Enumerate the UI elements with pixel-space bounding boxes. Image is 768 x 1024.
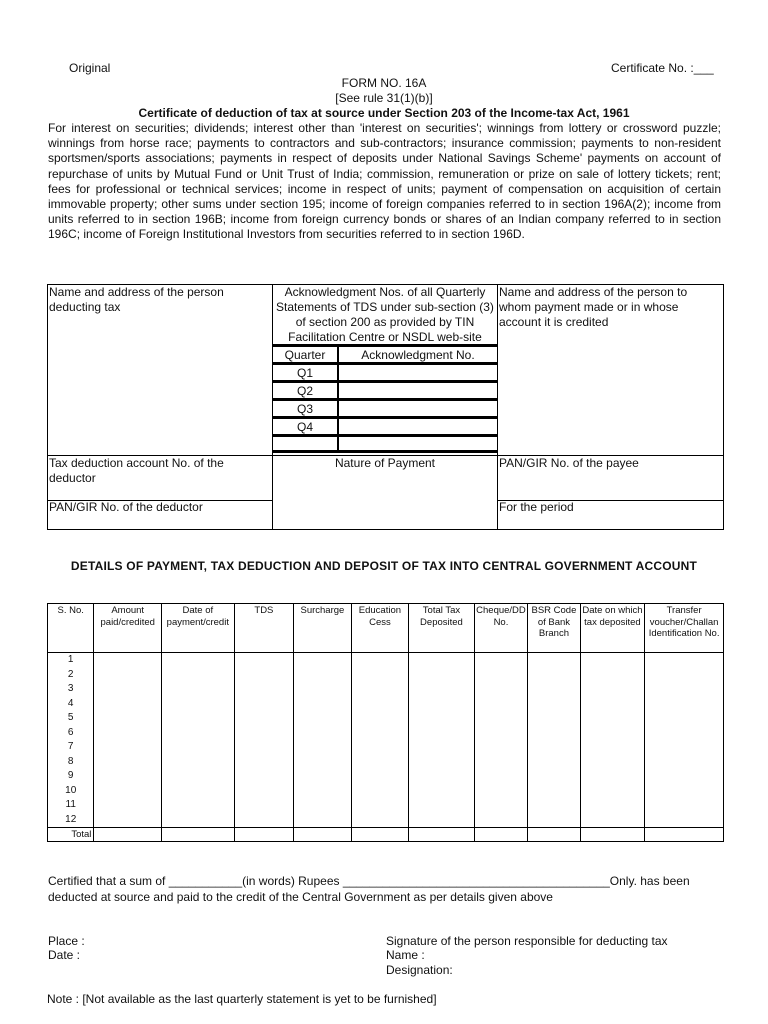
total-cell <box>580 828 645 842</box>
table-cell <box>162 798 235 813</box>
table-cell <box>294 769 352 784</box>
table-row <box>48 755 724 770</box>
table-cell <box>528 784 580 799</box>
table-cell <box>94 726 162 741</box>
table-cell <box>580 798 645 813</box>
table-cell <box>645 668 724 683</box>
col-challan-id: Transfer voucher/Challan Identification No. <box>645 604 724 653</box>
table-cell <box>94 769 162 784</box>
table-cell <box>162 769 235 784</box>
table-cell <box>474 755 527 770</box>
quarter-q2: Q2 <box>296 384 313 398</box>
table-cell <box>528 755 580 770</box>
table-cell <box>351 813 409 828</box>
ack-no-header: Acknowledgment No. <box>361 348 475 362</box>
table-cell <box>409 726 475 741</box>
row-number: 4 <box>48 697 94 712</box>
row-number: 2 <box>48 668 94 683</box>
tan-label: Tax deduction account No. of the deductor <box>49 456 224 485</box>
table-cell <box>234 726 294 741</box>
nature-of-payment-label: Nature of Payment <box>334 456 436 470</box>
table-cell <box>409 755 475 770</box>
row-number: 8 <box>48 755 94 770</box>
table-cell <box>94 653 162 668</box>
table-row <box>48 813 724 828</box>
table-cell <box>528 711 580 726</box>
table-cell <box>351 755 409 770</box>
details-title: DETAILS OF PAYMENT, TAX DEDUCTION AND DEPOSIT OF TAX INTO CENTRAL GOVERNMENT ACCOUNT <box>70 559 698 573</box>
row-number: 9 <box>48 769 94 784</box>
table-cell <box>474 682 527 697</box>
table-cell <box>580 711 645 726</box>
table-cell <box>645 784 724 799</box>
table-row <box>48 682 724 697</box>
table-cell <box>234 769 294 784</box>
table-cell <box>409 653 475 668</box>
total-cell <box>409 828 475 842</box>
table-cell <box>162 682 235 697</box>
table-cell <box>351 697 409 712</box>
name-label: Name : <box>386 948 425 962</box>
table-cell <box>409 798 475 813</box>
table-cell <box>409 740 475 755</box>
table-cell <box>234 711 294 726</box>
table-cell <box>645 755 724 770</box>
table-cell <box>580 682 645 697</box>
table-cell <box>580 740 645 755</box>
table-cell <box>645 682 724 697</box>
col-total-tax: Total Tax Deposited <box>409 604 475 653</box>
table-cell <box>645 769 724 784</box>
row-number: 3 <box>48 682 94 697</box>
table-cell <box>94 740 162 755</box>
table-cell <box>580 653 645 668</box>
table-cell <box>294 668 352 683</box>
quarter-q4: Q4 <box>296 420 313 434</box>
form-title: Certificate of deduction of tax at source under Section 203 of the Income-tax Act, 1961 <box>138 106 630 120</box>
table-cell <box>234 668 294 683</box>
table-row <box>48 784 724 799</box>
table-cell <box>409 769 475 784</box>
table-cell <box>162 726 235 741</box>
table-cell <box>580 697 645 712</box>
row-number: 1 <box>48 653 94 668</box>
intro-paragraph: For interest on securities; dividends; interest other than 'interest on securities'; winnings from lottery or crossword puzzle; winnings from horse race; payments to contractors and sub-contractors; insurance commission; payments to non-resident sportsmen/sports associations; payments in respect of deposits under National Savings Scheme' payments on account of repurchase of units by Mutual Fund or Unit Trust of India; commission, remuneration or prize on sale of lottery tickets; rent; fees for professional or technical services; income in respect of units; payment of compensation on acquisition of certain immovable property; other sums under section 195; income of foreign companies referred to in section 196A(2); income from units referred to in section 196B; income from foreign currency bonds or shares of an Indian company referred to in section 196C; income of Foreign Institutional Investors from securities referred to in section 196D. <box>48 121 721 242</box>
table-cell <box>351 769 409 784</box>
quarter-header: Quarter <box>284 348 326 362</box>
grid-divider-2 <box>497 284 498 530</box>
table-cell <box>474 726 527 741</box>
col-education-cess: Education Cess <box>351 604 409 653</box>
table-cell <box>294 740 352 755</box>
signature-label: Signature of the person responsible for deducting tax <box>386 934 668 948</box>
total-label: Total <box>48 828 94 842</box>
quarter-q3: Q3 <box>296 402 313 416</box>
total-cell <box>474 828 527 842</box>
table-cell <box>645 653 724 668</box>
table-row <box>48 740 724 755</box>
table-cell <box>409 668 475 683</box>
quarter-col-divider <box>337 344 339 452</box>
table-cell <box>94 798 162 813</box>
table-cell <box>474 813 527 828</box>
table-cell <box>528 726 580 741</box>
table-cell <box>474 784 527 799</box>
table-cell <box>580 813 645 828</box>
table-cell <box>294 653 352 668</box>
table-cell <box>294 697 352 712</box>
table-cell <box>234 682 294 697</box>
table-cell <box>528 813 580 828</box>
table-cell <box>351 668 409 683</box>
table-cell <box>294 726 352 741</box>
acknowledgment-label: Acknowledgment Nos. of all Quarterly Statements of TDS under sub-section (3) of section 200 as provided by TIN Facilitation Centre or NSDL web-site <box>276 285 494 344</box>
table-cell <box>294 711 352 726</box>
table-cell <box>94 813 162 828</box>
table-cell <box>645 711 724 726</box>
col-amount: Amount paid/credited <box>94 604 162 653</box>
table-cell <box>528 697 580 712</box>
table-cell <box>474 740 527 755</box>
table-cell <box>294 784 352 799</box>
table-cell <box>351 784 409 799</box>
table-cell <box>162 711 235 726</box>
table-cell <box>351 798 409 813</box>
table-cell <box>528 769 580 784</box>
table-cell <box>409 682 475 697</box>
table-row <box>48 668 724 683</box>
table-cell <box>162 784 235 799</box>
certification-text: Certified that a sum of ___________(in words) Rupees ________________________________________Only. has been deducted at source and paid to the credit of the Central Government as per details given above <box>48 874 690 904</box>
table-cell <box>474 697 527 712</box>
table-cell <box>409 697 475 712</box>
table-cell <box>580 668 645 683</box>
col-cheque-dd: Cheque/DD No. <box>474 604 527 653</box>
total-cell <box>528 828 580 842</box>
table-cell <box>409 711 475 726</box>
table-cell <box>409 813 475 828</box>
table-cell <box>162 813 235 828</box>
row-number: 6 <box>48 726 94 741</box>
payee-pan-label: PAN/GIR No. of the payee <box>499 456 639 470</box>
table-cell <box>234 784 294 799</box>
table-cell <box>294 798 352 813</box>
table-row <box>48 653 724 668</box>
total-cell <box>351 828 409 842</box>
table-cell <box>351 682 409 697</box>
table-cell <box>351 740 409 755</box>
period-label: For the period <box>499 500 574 514</box>
quarter-q1: Q1 <box>296 366 313 380</box>
table-cell <box>645 740 724 755</box>
table-cell <box>162 653 235 668</box>
table-cell <box>528 682 580 697</box>
table-cell <box>580 726 645 741</box>
table-cell <box>351 726 409 741</box>
table-cell <box>580 755 645 770</box>
table-cell <box>94 668 162 683</box>
table-row <box>48 798 724 813</box>
table-cell <box>162 755 235 770</box>
table-cell <box>645 726 724 741</box>
table-cell <box>409 784 475 799</box>
table-cell <box>94 711 162 726</box>
rule-reference: [See rule 31(1)(b)] <box>335 91 433 105</box>
grid-divider-1 <box>272 284 273 530</box>
table-cell <box>351 711 409 726</box>
table-cell <box>234 755 294 770</box>
table-cell <box>294 682 352 697</box>
table-row <box>48 697 724 712</box>
quarter-rule-6 <box>272 450 497 453</box>
table-cell <box>162 668 235 683</box>
table-cell <box>234 653 294 668</box>
col-date-payment: Date of payment/credit <box>162 604 235 653</box>
table-cell <box>94 682 162 697</box>
row-number: 7 <box>48 740 94 755</box>
table-cell <box>528 653 580 668</box>
table-cell <box>234 740 294 755</box>
total-cell <box>234 828 294 842</box>
table-cell <box>351 653 409 668</box>
total-row <box>48 828 724 842</box>
table-cell <box>294 755 352 770</box>
table-cell <box>474 711 527 726</box>
table-cell <box>528 798 580 813</box>
form-number: FORM NO. 16A <box>341 76 427 90</box>
col-sno: S. No. <box>48 604 94 653</box>
table-cell <box>94 755 162 770</box>
date-label: Date : <box>48 948 81 962</box>
payment-details-table <box>47 603 724 842</box>
table-body <box>48 653 724 842</box>
table-row <box>48 726 724 741</box>
certificate-number: Certificate No. :___ <box>611 61 714 75</box>
table-cell <box>94 784 162 799</box>
deductor-name-label: Name and address of the person deducting tax <box>49 285 224 314</box>
table-cell <box>474 668 527 683</box>
total-cell <box>294 828 352 842</box>
table-cell <box>528 668 580 683</box>
table-cell <box>234 798 294 813</box>
table-cell <box>162 740 235 755</box>
total-cell <box>162 828 235 842</box>
note-text: Note : [Not available as the last quarterly statement is yet to be furnished] <box>47 992 437 1006</box>
row-number: 10 <box>48 784 94 799</box>
table-cell <box>580 784 645 799</box>
table-cell <box>234 697 294 712</box>
total-cell <box>94 828 162 842</box>
table-header-row <box>48 604 724 653</box>
table-cell <box>645 798 724 813</box>
table-cell <box>528 740 580 755</box>
table-cell <box>645 813 724 828</box>
original-label: Original <box>69 61 111 75</box>
row-number: 11 <box>48 798 94 813</box>
total-cell <box>645 828 724 842</box>
row-number: 5 <box>48 711 94 726</box>
deductor-pan-label: PAN/GIR No. of the deductor <box>49 500 203 514</box>
table-cell <box>474 769 527 784</box>
col-date-deposited: Date on which tax deposited <box>580 604 645 653</box>
place-label: Place : <box>48 934 85 948</box>
table-cell <box>474 653 527 668</box>
table-cell <box>94 697 162 712</box>
col-tds: TDS <box>234 604 294 653</box>
row-number: 12 <box>48 813 94 828</box>
col-bsr-code: BSR Code of Bank Branch <box>528 604 580 653</box>
table-cell <box>580 769 645 784</box>
table-row <box>48 769 724 784</box>
table-cell <box>234 813 294 828</box>
designation-label: Designation: <box>386 963 453 977</box>
table-cell <box>474 798 527 813</box>
col-surcharge: Surcharge <box>294 604 352 653</box>
table-row <box>48 711 724 726</box>
payee-name-label: Name and address of the person to whom payment made or in whose account it is credited <box>499 285 688 329</box>
table-cell <box>162 697 235 712</box>
table-cell <box>645 697 724 712</box>
table-cell <box>294 813 352 828</box>
